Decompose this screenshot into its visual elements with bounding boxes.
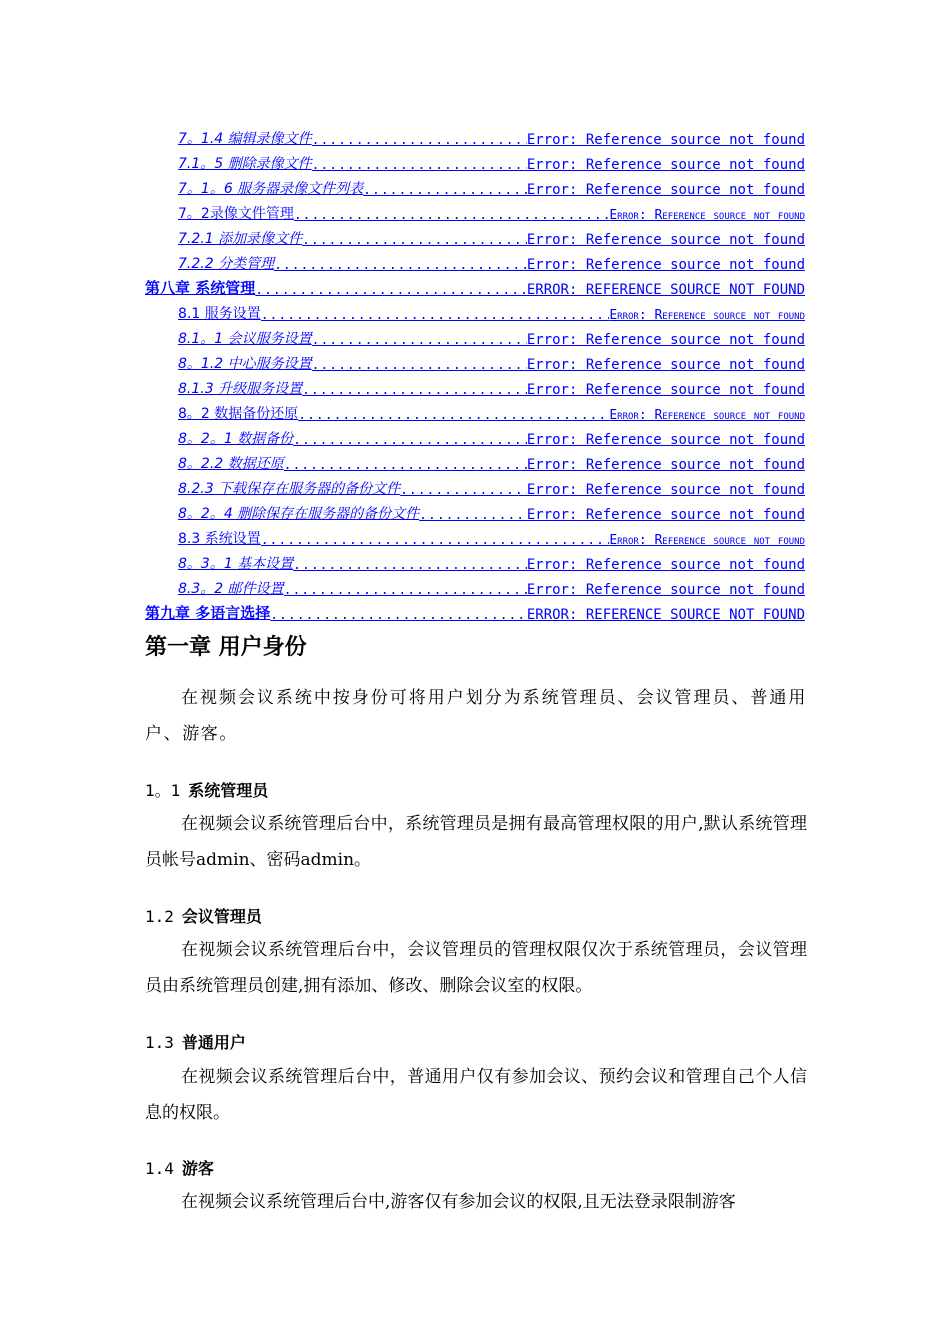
section-number: 1.4 [145, 1159, 174, 1178]
toc-leader [261, 308, 610, 323]
toc-entry[interactable] [145, 599, 805, 623]
toc-entry[interactable] [178, 149, 805, 173]
toc-entry-ref: ERROR: REFERENCE SOURCE NOT FOUND [526, 282, 805, 298]
toc-entry-title: 7.2.2 分类管理 [178, 256, 275, 272]
section-paragraph-4: 在视频会议系统管理后台中,游客仅有参加会议的权限,且无法登录限制游客 [181, 1192, 736, 1212]
toc-entry-title: 8。2。4 删除保存在服务器的备份文件 [178, 506, 420, 522]
toc-entry-title: 8。2 数据备份还原 [178, 406, 299, 422]
toc-entry-ref: Error: Reference source not found [526, 257, 805, 273]
toc-entry[interactable] [178, 299, 805, 323]
toc-entry[interactable] [178, 349, 805, 373]
toc-entry-title: 第九章 多语言选择 [145, 604, 271, 622]
toc-entry-title: 8。2。1 数据备份 [178, 431, 294, 447]
toc-entry-title: 7。2录像文件管理 [178, 206, 294, 222]
toc-leader [400, 483, 527, 498]
intro-paragraph: 在视频会议系统中按身份可将用户划分为系统管理员、会议管理员、普通用户、游客。 [145, 688, 807, 744]
toc-entry-title: 8.1 服务设置 [178, 306, 261, 322]
toc-leader [293, 433, 527, 448]
toc-entry-ref: Error: Reference source not found [526, 332, 805, 348]
toc-entry-ref: Error: Reference source not found [609, 533, 805, 548]
section-number: 1.2 [145, 907, 174, 926]
toc-entry-title: 7.2.1 添加录像文件 [178, 231, 303, 247]
section-paragraph-1: 在视频会议系统管理后台中，系统管理员是拥有最高管理权限的用户,默认系统管理员帐号admin、密码admin。 [145, 814, 807, 870]
toc-entry-ref: Error: Reference source not found [526, 557, 805, 573]
toc-entry-ref: Error: Reference source not found [526, 582, 805, 598]
toc-leader [255, 283, 527, 298]
toc-entry[interactable] [178, 174, 805, 198]
section-heading-3 [145, 1030, 246, 1053]
toc-entry-ref: Error: Reference source not found [526, 507, 805, 523]
toc-entry-title: 第八章 系统管理 [145, 279, 256, 297]
toc-entry[interactable] [178, 549, 805, 573]
toc-entry[interactable] [178, 474, 805, 498]
toc-entry[interactable] [178, 124, 805, 148]
toc-entry[interactable] [178, 199, 805, 223]
toc-leader [284, 458, 527, 473]
toc-entry[interactable] [178, 424, 805, 448]
toc-leader [298, 408, 609, 423]
toc-leader [284, 583, 527, 598]
toc-entry-title: 7.1。5 删除录像文件 [178, 156, 312, 172]
toc-leader [302, 233, 527, 248]
toc-entry[interactable] [178, 449, 805, 473]
section-title: 系统管理员 [188, 781, 269, 800]
toc-entry[interactable] [178, 399, 805, 423]
section-paragraph-3: 在视频会议系统管理后台中，普通用户仅有参加会议、预约会议和管理自己个人信息的权限。 [145, 1067, 807, 1123]
toc-entry[interactable] [178, 574, 805, 598]
toc-leader [312, 333, 527, 348]
toc-leader [294, 208, 610, 223]
toc-entry[interactable] [178, 524, 805, 548]
toc-entry-title: 8.3 系统设置 [178, 531, 261, 547]
section-title: 会议管理员 [181, 907, 262, 926]
toc-leader [261, 533, 610, 548]
toc-entry-title: 8。3。1 基本设置 [178, 556, 294, 572]
toc-entry-ref: Error: Reference source not found [526, 357, 805, 373]
toc-entry[interactable] [145, 274, 805, 298]
toc-leader [302, 383, 527, 398]
toc-entry-title: 8。2.2 数据还原 [178, 456, 284, 472]
toc-entry-title: 8.3。2 邮件设置 [178, 581, 284, 597]
toc-entry-ref: Error: Reference source not found [526, 232, 805, 248]
section-title: 游客 [181, 1159, 214, 1178]
toc-entry[interactable] [178, 224, 805, 248]
toc-leader [363, 183, 527, 198]
toc-leader [312, 358, 527, 373]
toc-entry-ref: Error: Reference source not found [609, 208, 805, 223]
toc-entry-title: 8。1.2 中心服务设置 [178, 356, 312, 372]
section-title: 普通用户 [181, 1033, 246, 1052]
toc-entry-ref: Error: Reference source not found [526, 157, 805, 173]
toc-entry-title: 8.2.3 下载保存在服务器的备份文件 [178, 481, 401, 497]
section-heading-4 [145, 1156, 214, 1179]
toc-entry-ref: Error: Reference source not found [526, 457, 805, 473]
toc-entry-ref: Error: Reference source not found [609, 408, 805, 423]
toc-leader [274, 258, 527, 273]
section-number: 1.3 [145, 1033, 174, 1052]
chapter-title: 第一章 用户身份 [145, 635, 307, 660]
section-paragraph-2: 在视频会议系统管理后台中，会议管理员的管理权限仅次于系统管理员，会议管理员由系统管理员创建,拥有添加、修改、删除会议室的权限。 [145, 940, 807, 996]
toc-entry[interactable] [178, 374, 805, 398]
toc-leader [419, 508, 527, 523]
section-heading-2 [145, 904, 262, 927]
section-number: 1。1 [145, 781, 181, 800]
toc-entry-ref: Error: Reference source not found [526, 132, 805, 148]
toc-entry-ref: Error: Reference source not found [526, 482, 805, 498]
toc-entry-title: 7。1.4 编辑录像文件 [178, 131, 312, 147]
toc-leader [312, 133, 527, 148]
toc-entry-ref: Error: Reference source not found [526, 432, 805, 448]
toc-entry-title: 7。1。6 服务器录像文件列表 [178, 181, 364, 197]
toc-entry-ref: Error: Reference source not found [526, 182, 805, 198]
section-heading-1 [145, 778, 268, 801]
toc-entry[interactable] [178, 249, 805, 273]
toc-entry[interactable] [178, 499, 805, 523]
toc-entry[interactable] [178, 324, 805, 348]
toc-leader [312, 158, 527, 173]
toc-entry-ref: ERROR: REFERENCE SOURCE NOT FOUND [526, 607, 805, 623]
toc-entry-title: 8.1.3 升级服务设置 [178, 381, 303, 397]
toc-entry-title: 8.1。1 会议服务设置 [178, 331, 312, 347]
toc-leader [270, 608, 527, 623]
toc-leader [293, 558, 527, 573]
toc-entry-ref: Error: Reference source not found [526, 382, 805, 398]
toc-entry-ref: Error: Reference source not found [609, 308, 805, 323]
